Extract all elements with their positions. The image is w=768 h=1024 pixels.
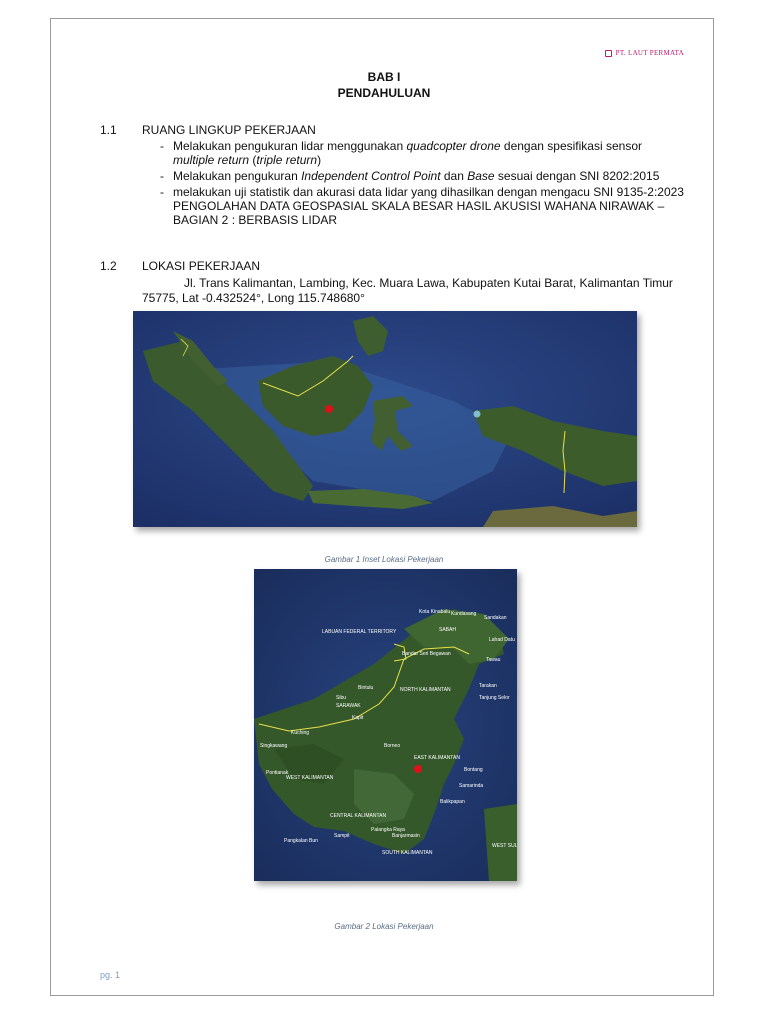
figure-caption: Gambar 2 Lokasi Pekerjaan bbox=[334, 922, 434, 931]
section-title: RUANG LINGKUP PEKERJAAN bbox=[142, 123, 316, 137]
map-label: Sampit bbox=[334, 833, 350, 839]
section-title: LOKASI PEKERJAAN bbox=[142, 259, 261, 273]
location-address bbox=[142, 276, 690, 306]
location-marker-icon bbox=[414, 765, 422, 773]
location-marker-icon bbox=[325, 405, 333, 413]
bullet-dash: - bbox=[160, 185, 164, 199]
bullet-text-part: quadcopter drone bbox=[406, 139, 501, 153]
map-label: Sandakan bbox=[484, 615, 507, 621]
map-label: Kota Kinabalu bbox=[419, 609, 451, 615]
map-label: WEST KALIMANTAN bbox=[286, 775, 334, 781]
bullet-text-part: Melakukan pengukuran bbox=[173, 169, 302, 183]
bullet-text-part: Melakukan pengukuran lidar menggunakan bbox=[173, 139, 407, 153]
map-label: Pontianak bbox=[266, 770, 289, 776]
map-label: Palangka Raya bbox=[371, 827, 405, 833]
map-label: SABAH bbox=[439, 627, 456, 633]
address-line: Jl. Trans Kalimantan, Lambing, Kec. Muara Lawa, Kabupaten Kutai Barat, Kalimantan Timur bbox=[184, 276, 673, 290]
section-number: 1.2 bbox=[100, 259, 117, 273]
map-label: Tawau bbox=[486, 657, 501, 663]
bullet-text-part: ) bbox=[317, 153, 322, 167]
bullet-text-part: Base bbox=[467, 169, 495, 183]
bullet-text bbox=[170, 139, 685, 167]
page-number: pg. 1 bbox=[100, 970, 121, 980]
map-label: Tarakan bbox=[479, 683, 497, 689]
map-label: SOUTH KALIMANTAN bbox=[382, 850, 433, 856]
bullet-dash: - bbox=[160, 139, 164, 153]
map-label: CENTRAL KALIMANTAN bbox=[330, 813, 387, 819]
map-label: Borneo bbox=[384, 743, 401, 749]
bullet-text-part: ( bbox=[249, 153, 257, 167]
map-label: EAST KALIMANTAN bbox=[414, 755, 460, 761]
bullet-text bbox=[170, 169, 659, 183]
map-label: Lahad Datu bbox=[489, 637, 515, 643]
map-label: Bintulu bbox=[358, 685, 374, 691]
map-label: SARAWAK bbox=[336, 703, 361, 709]
map-label: Singkawang bbox=[260, 743, 288, 749]
scope-list-item bbox=[160, 169, 685, 183]
indonesia-inset-map bbox=[133, 311, 637, 527]
bullet-text-part: multiple return bbox=[173, 153, 250, 167]
map-label: Sibu bbox=[336, 695, 347, 701]
map-label: Banjarmasin bbox=[392, 833, 420, 839]
map-label: Balikpapan bbox=[440, 799, 465, 805]
bullet-text-part: triple return bbox=[256, 153, 318, 167]
map-label: Bontang bbox=[464, 767, 483, 773]
bullet-text-part: melakukan uji statistik dan akurasi data lidar yang dihasilkan dengan mengacu SNI 9135-2:2023 PENGOLAHAN DATA GEOSPASIAL SKALA BESAR HASIL AKUSISI WAHANA NIRAWAK – BAGIAN 2 : BERBASIS LIDAR bbox=[173, 185, 684, 227]
chapter-number: BAB I bbox=[367, 70, 401, 84]
company-header bbox=[605, 49, 684, 57]
chapter-title: PENDAHULUAN bbox=[337, 86, 431, 100]
company-logo-icon bbox=[605, 50, 612, 57]
map-label: NORTH KALIMANTAN bbox=[400, 687, 451, 693]
map-label: Kapit bbox=[352, 715, 364, 721]
bullet-dash: - bbox=[160, 169, 164, 183]
scope-list-item bbox=[160, 139, 685, 167]
bullet-text-part: sesuai dengan SNI 8202:2015 bbox=[494, 169, 660, 183]
map-label: WEST SUL bbox=[492, 843, 517, 849]
scope-list-item bbox=[160, 185, 685, 227]
section-number: 1.1 bbox=[100, 123, 117, 137]
map-label: Kundasang bbox=[451, 611, 477, 617]
map-label: Kuching bbox=[291, 730, 310, 736]
scope-list bbox=[160, 139, 685, 229]
borneo-location-map bbox=[254, 569, 517, 881]
bullet-text-part: dengan spesifikasi sensor bbox=[500, 139, 642, 153]
bullet-text-part: Independent Control Point bbox=[301, 169, 441, 183]
company-name: PT. LAUT PERMATA bbox=[615, 49, 684, 57]
map-label: Tanjung Selor bbox=[479, 695, 510, 701]
address-line: 75775, Lat -0.432524°, Long 115.748680° bbox=[142, 291, 365, 305]
bullet-text bbox=[170, 185, 685, 227]
map-label: LABUAN FEDERAL TERRITORY bbox=[322, 629, 397, 635]
map-label: Bandar Seri Begawan bbox=[402, 651, 451, 657]
figure-caption: Gambar 1 Inset Lokasi Pekerjaan bbox=[324, 555, 444, 564]
map-label: Samarinda bbox=[459, 783, 484, 789]
map-label: Pangkalan Bun bbox=[284, 838, 318, 844]
bullet-text-part: dan bbox=[440, 169, 468, 183]
